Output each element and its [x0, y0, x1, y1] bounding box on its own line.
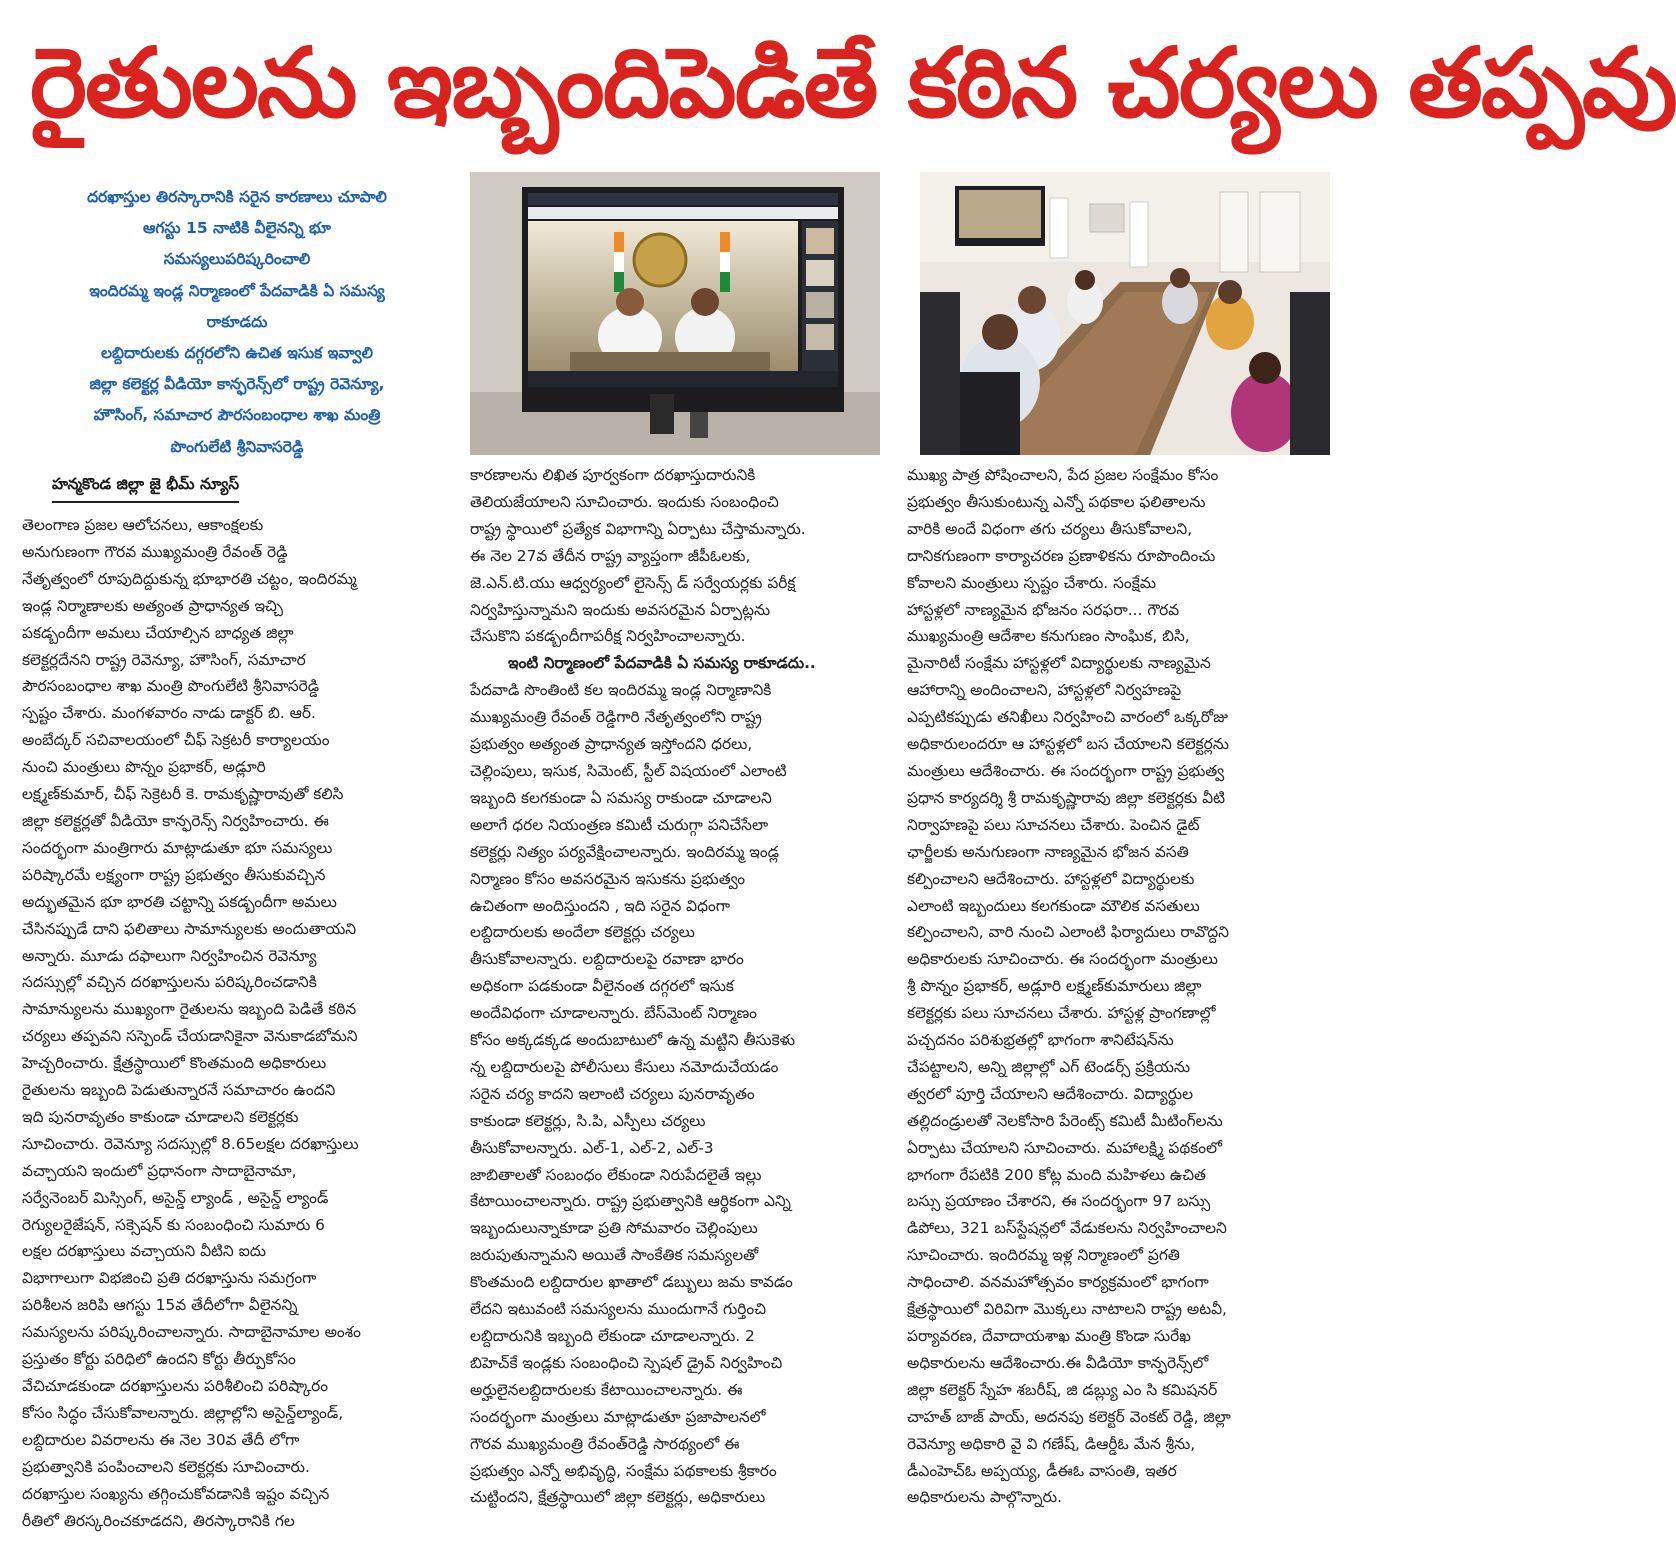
article-line: శ్రీ పొన్నం ప్రభాకర్, అడ్లూరి లక్ష్మణ్‌కుమారులు జిల్లా	[907, 977, 1202, 996]
article-column-2	[470, 462, 886, 1511]
highlight-line: ఇందిరమ్మ ఇండ్ల నిర్మాణంలో పేదవాడికి ఏ సమస్య	[89, 281, 385, 300]
article-line: క్షేత్రస్థాయిలో విరివిగా మొక్కలు నాటాలని రాష్ట్ర అటవీ,	[907, 1300, 1227, 1319]
article-line: చాహత్ బాజ్ పాయ్, అదనపు కలెక్టర్ వెంకట్ రెడ్డి, జిల్లా	[907, 1407, 1231, 1426]
article-column-1	[22, 512, 452, 1534]
article-line: లక్ష్మణ్‌కుమార్, చీఫ్ సెక్రెటరీ కె. రామకృష్ణారావుతో కలిసి	[22, 785, 344, 804]
article-line: హాస్టళ్లలో నాణ్యమైన భోజనం సరఫరా... గౌరవ	[907, 600, 1180, 619]
article-line: పౌరసంబంధాల శాఖ మంత్రి పొంగులేటి శ్రీనివాసరెడ్డి	[22, 677, 320, 696]
article-line: తెలియజేయాలని సూచించారు. ఇందుకు సంబంధించి	[470, 492, 779, 511]
article-line: ప్రధాన కార్యదర్శి శ్రీ రామకృష్ణారావు జిల్లా కలెక్టర్లకు వీటి	[907, 788, 1225, 807]
article-line: స్పష్టం చేశారు. మంగళవారం నాడు డాక్టర్ బి. ఆర్.	[22, 704, 316, 723]
article-line: కేటాయించాలన్నారు. రాష్ట్ర ప్రభుత్వానికి ఆర్థికంగా ఎన్ని	[470, 1192, 791, 1211]
article-line: కోవాలని మంత్రులు స్పష్టం చేశారు. సంక్షేమ	[907, 573, 1157, 592]
article-line: ఈ నెల 27వ తేదీన రాష్ట్ర వ్యాప్తంగా జీపీఓలకు,	[470, 546, 751, 565]
article-line: ఇబ్బందులున్నాకూడా ప్రతి సోమవారం చెల్లింపులు	[470, 1219, 758, 1238]
article-line: అంబేద్కర్ సచివాలయంలో చీఫ్ సెక్రటరీ కార్యాలయం	[22, 731, 330, 750]
article-line: వేచిచూడకుండా దరఖాస్తులను పరిశీలించి పరిష్కారం	[22, 1377, 329, 1395]
article-line: నిర్వహిస్తున్నామని ఇందుకు అవసరమైన ఏర్పాట్లను	[470, 600, 771, 619]
article-line: అద్భుతమైన భూ భారతి చట్టాన్ని పకడ్బందీగా అమలు	[22, 892, 337, 911]
article-line: అందేవిధంగా చూడాలన్నారు. బేస్‌మెంట్ నిర్మాణం	[470, 1004, 757, 1023]
article-line: చెల్లింపులు, ఇసుక, సిమెంట్, స్టీల్ విషయంలో ఎలాంటి	[470, 761, 787, 780]
article-line: ఛార్జీలకు అనుగుణంగా నాణ్యమైన భోజన వసతి	[907, 842, 1189, 861]
article-line: భాగంగా రేపటికి 200 కోట్ల మంది మహిళలు ఉచిత	[907, 1165, 1206, 1184]
highlight-line: రాకూడదు	[206, 312, 268, 331]
article-line: ఇది పునరావృతం కాకుండా చూడాలని కలెక్టర్లకు	[22, 1107, 299, 1126]
article-line: లబ్దిదారులకు అందేలా కలెక్టర్లు చర్యలు	[470, 923, 695, 942]
article-line: ఇబ్బంది కలగకుండా ఏ సమస్య రాకుండా చూడాలని	[470, 788, 772, 807]
article-line: నిర్మాణం కోసం అవసరమైన ఇసుకను ప్రభుత్వం	[470, 869, 746, 888]
article-line: అధికారులందరూ ఆ హాస్టళ్లలో బస చేయాలని కలెక్టర్లను	[907, 735, 1229, 754]
highlight-line: హౌసింగ్, సమాచార పౌరసంబంధాల శాఖ మంత్రి	[93, 406, 381, 425]
article-line: డీఎంహెచ్ఓ అప్పయ్య, డీఈఓ వాసంతి, ఇతర	[907, 1461, 1177, 1480]
article-line: కల్పించాలని, వారి నుంచి ఎలాంటి ఫిర్యాదులు రావొద్దని	[907, 923, 1229, 942]
article-line: చేసినప్పుడే దాని ఫలితాలు సామాన్యులకు అందుతాయని	[22, 919, 357, 938]
article-line: ముఖ్యమంత్రి రేవంత్ రెడ్డిగారి నేతృత్వంలోని రాష్ట్ర	[470, 708, 762, 727]
highlight-line: లబ్దిదారులకు దగ్గరలోని ఉచిత ఇసుక ఇవ్వాలి	[101, 344, 373, 363]
article-line: నేతృత్వంలో రూపుదిద్దుకున్న భూభారతి చట్టం, ఇందిరమ్మ	[22, 569, 357, 588]
article-line: బస్సు ప్రయాణం చేశారని, ఈ సందర్భంగా 97 బస్సు	[907, 1192, 1211, 1211]
article-line: కల్పించాలని ఆదేశించారు. హాస్టళ్లలో విద్యార్థులకు	[907, 869, 1195, 888]
article-line: చర్యలు తప్పవని సస్పెండ్ చేయడానికైనా వెనుకాడబోమని	[22, 1027, 358, 1046]
article-line: సామాన్యులను ముఖ్యంగా రైతులను ఇబ్బంది పెడితే కఠిన	[22, 1000, 357, 1019]
article-line: లేదని ఇటువంటి సమస్యలను ముందుగానే గుర్తించి	[470, 1300, 767, 1319]
article-line: సరైన చర్య కాదని ఇలాంటి చర్యలు పునరావృతం	[470, 1084, 755, 1103]
article-line: కోసం సిద్ధం చేసుకోవాలన్నారు. జిల్లాల్లోని అసైన్డ్‌ల్యాండ్,	[22, 1403, 344, 1422]
article-line: కలెక్టర్లకు పలు సూచనలు చేశారు. హాస్టళ్ల ప్రాంగణాల్లో	[907, 1004, 1216, 1023]
article-line: మంత్రులు ఆదేశించారు. ఈ సందర్భంగా రాష్ట్ర ప్రభుత్వ	[907, 761, 1225, 780]
article-line: జె.ఎన్.టి.యు ఆధ్వర్యంలో లైసెన్స్ డ్ సర్వేయర్లకు పరీక్ష	[470, 573, 796, 592]
article-line: తీసుకోవాలన్నారు. లబ్దిదారులపై రవాణా భారం	[470, 950, 744, 969]
byline: హన్మకొండ జిల్లా జై భీమ్ న్యూస్	[52, 475, 239, 503]
article-line: పర్యావరణ, దేవాదాయశాఖ మంత్రి కొండా సురేఖ	[907, 1327, 1191, 1345]
article-line: గౌరవ ముఖ్యమంత్రి రేవంత్‌రెడ్డి సారథ్యంలో ఈ	[470, 1434, 740, 1453]
article-line: చేపట్టాలని, అన్ని జిల్లాల్లో ఎగ్ టెండర్స్ ప్రక్రియను	[907, 1057, 1191, 1076]
article-line: పకడ్బందీగా అమలు చేయాల్సిన బాధ్యత జిల్లా	[22, 623, 294, 642]
article-line: మైనారిటీ సంక్షేమ హాస్టళ్లలో విద్యార్థులకు నాణ్యమైన	[907, 654, 1211, 673]
article-line: లబ్దిదారుల వివరాలను ఈ నెల 30వ తేదీ లోగా	[22, 1430, 300, 1449]
article-line: ప్రస్తుతం కోర్టు పరిధిలో ఉందని కోర్టు తీర్పుకోసం	[22, 1350, 296, 1369]
video-conference-photo	[470, 172, 880, 455]
article-line: వచ్చాయని ఇందులో ప్రధానంగా సాదాబైనామా,	[22, 1161, 297, 1180]
article-line: ఆహారాన్ని అందించాలని, హాస్టళ్లలో నిర్వహణపై	[907, 681, 1182, 700]
article-line: రెగ్యులరైజేషన్, సక్సెషన్ కు సంబంధించి సుమారు 6	[22, 1215, 325, 1234]
article-line: చేసుకొని పకడ్బందీగాపరీక్ష నిర్వహించాలన్నారు.	[470, 627, 746, 646]
article-line: విభాగాలుగా విభజించి ప్రతి దరఖాస్తును సమగ్రంగా	[22, 1269, 317, 1288]
article-line: కలెక్టర్లు నిత్యం పర్యవేక్షించాలన్నారు. ఇందిరమ్మ ఇండ్ల	[470, 842, 780, 861]
article-line: అర్హులైనలబ్దిదారులకు కేటాయించాలన్నారు. ఈ	[470, 1380, 743, 1399]
article-line: ఎప్పటికప్పుడు తనిఖీలు నిర్వహించి వారంలో ఒక్కరోజు	[907, 708, 1228, 727]
article-line: బిహెచ్‌కే ఇండ్లకు సంబంధించి స్పెషల్ డ్రైవ్ నిర్వహించి	[470, 1353, 783, 1372]
article-line: రైతులను ఇబ్బంది పెడుతున్నారనే సమాచారం ఉందని	[22, 1081, 336, 1100]
article-line: సాధించాలి. వనమహోత్సవం కార్యక్రమంలో భాగంగా	[907, 1273, 1209, 1292]
article-line: పరిశీలన జరిపి ఆగస్టు 15వ తేదీలోగా వీలైనన్ని	[22, 1296, 298, 1315]
article-line: పచ్చదనం పరిశుభ్రతల్లో భాగంగా శానిటేషన్‌ను	[907, 1031, 1174, 1050]
article-line: కలెక్టర్లదేనని రాష్ట్ర రెవెన్యూ, హౌసింగ్, సమాచార	[22, 650, 306, 669]
article-line: సదస్సుల్లో వచ్చిన దరఖాస్తులను పరిష్కరించడానికి	[22, 973, 317, 992]
article-line: రాష్ట్ర స్థాయిలో ప్రత్యేక విభాగాన్ని ఏర్పాటు చేస్తామన్నారు.	[470, 519, 806, 538]
article-line: చుట్టిందని, క్షేత్రస్థాయిలో జిల్లా కలెక్టర్లు, అధికారులు	[470, 1488, 766, 1507]
article-line: తెలంగాణ ప్రజల ఆలోచనలు, ఆకాంక్షలకు	[22, 516, 264, 534]
article-line: సమస్యలను పరిష్కరించాలన్నారు. సాదాబైనామాల అంశం	[22, 1323, 361, 1342]
conference-room-photo	[920, 172, 1330, 455]
article-line: కొంతమంది లబ్దిదారుల ఖాతాలో డబ్బులు జమ కావడం	[470, 1273, 793, 1292]
article-line: జాబితాలతో సంబంధం లేకుండా నిరుపేదలైతే ఇల్లు	[470, 1165, 762, 1184]
section-subheading: ఇంటి నిర్మాణంలో పేదవాడికి ఏ సమస్య రాకూడదు..	[508, 654, 816, 673]
video-conference-illustration	[470, 172, 880, 455]
article-line: సూచించారు. రెవెన్యూ సదస్సుల్లో 8.65లక్షల దరఖాస్తులు	[22, 1134, 359, 1153]
headline: రైతులను ఇబ్బందిపెడితే కఠిన చర్యలు తప్పవు	[30, 27, 1676, 139]
article-line: సర్వేనెంబర్ మిస్సింగ్, అసైన్డ్ ల్యాండ్ , అసైన్డ్ ల్యాండ్	[22, 1188, 329, 1207]
article-line: వారికి అందే విధంగా తగు చర్యలు తీసుకోవాలని,	[907, 519, 1193, 538]
highlight-line: సమస్యలుపరిష్కరించాలి	[163, 250, 311, 269]
highlight-line: దరఖాస్తుల తిరస్కారానికి సరైన కారణాలు చూపాలి	[87, 188, 387, 206]
article-line: అధికారులను పాల్గొన్నారు.	[907, 1488, 1062, 1507]
highlights-box	[22, 182, 452, 463]
article-line: కారణాలను లిఖిత పూర్వకంగా దరఖాస్తుదారునికి	[470, 466, 756, 484]
article-line: ముఖ్య పాత్ర పోషించాలని, పేద ప్రజల సంక్షేమం కోసం	[907, 466, 1219, 484]
article-line: కోసం అక్కడక్కడ అందుబాటులో ఉన్న మట్టిని తీసుకెళు	[470, 1031, 795, 1050]
article-line: తల్లిదండ్రులతో నెలకోసారి పేరెంట్స్ కమిటీ మీటింగ్‌లను	[907, 1111, 1223, 1130]
article-line: రెవెన్యూ అధికారి వై వి గణేష్, డిఆర్డీఓ మేన శ్రీను,	[907, 1434, 1196, 1453]
article-line: ప్రభుత్వం అత్యంత ప్రాధాన్యత ఇస్తోందని ధరలు,	[470, 735, 753, 754]
article-line: సందర్భంగా మంత్రులు మాట్లాడుతూ ప్రజాపాలనలో	[470, 1407, 766, 1426]
article-line: అధికారులను ఆదేశించారు.ఈ వీడియో కాన్ఫరెన్స్‌లో	[907, 1353, 1209, 1372]
article-line: కాకుండా కలెక్టర్లు, సి.పి, ఎస్పీలు చర్యలు	[470, 1111, 706, 1130]
article-line: లక్షల దరఖాస్తులు వచ్చాయని వీటిని ఐదు	[22, 1242, 266, 1261]
article-line: న్న లబ్దిదారులపై పోలీసులు కేసులు నమోదుచేయడం	[470, 1057, 779, 1076]
highlight-line: పొంగులేటి శ్రీనివాసరెడ్డి	[170, 437, 304, 456]
article-line: జరుపుతున్నామని అయితే సాంకేతిక సమస్యలతో	[470, 1246, 759, 1265]
article-line: ఉచితంగా అందిస్తుందని , ఇది సరైన విధంగా	[470, 896, 730, 915]
article-line: జిల్లా కలెక్టర్ స్నేహ శబరీష్, జి డబ్ల్యు ఎం సి కమిషనర్	[907, 1380, 1218, 1399]
article-line: ప్రభుత్వం ఎన్నో అభివృద్ధి, సంక్షేమ పథకాలకు శ్రీకారం	[470, 1461, 777, 1480]
article-line: త్వరలో పూర్తి చేయాలని ఆదేశించారు. విద్యార్థుల	[907, 1084, 1193, 1103]
article-line: పరిష్కారమే లక్ష్యంగా రాష్ట్ర ప్రభుత్వం తీసుకువచ్చిన	[22, 865, 326, 884]
article-line: సందర్భంగా మంత్రిగారు మాట్లాడుతూ భూ సమస్యలు	[22, 838, 333, 857]
article-line: ప్రభుత్వానికి పంపించాలని కలెక్టర్లకు సూచించారు.	[22, 1457, 310, 1476]
article-line: దానికగుణంగా కార్యాచరణ ప్రణాళికను రూపొందించు	[907, 546, 1216, 565]
article-line: ఇండ్ల నిర్మాణాలకు అత్యంత ప్రాధాన్యత ఇచ్చి	[22, 596, 284, 615]
article-line: లబ్దిదారునికి ఇబ్బంది లేకుండా చూడాలన్నారు. 2	[470, 1327, 755, 1345]
highlight-line: ఆగస్టు 15 నాటికి వీలైనన్ని భూ	[142, 219, 331, 238]
article-line: అనుగుణంగా గౌరవ ముఖ్యమంత్రి రేవంత్ రెడ్డి	[22, 542, 288, 561]
article-line: అన్నారు. మూడు దఫాలుగా నిర్వహించిన రెవెన్యూ	[22, 946, 317, 965]
article-line: హెచ్చరించారు. క్షేత్రస్థాయిలో కొంతమంది అధికారులు	[22, 1054, 327, 1073]
article-line: అధికారులకు సూచించారు. ఈ సందర్భంగా మంత్రులు	[907, 950, 1218, 969]
article-line: సూచించారు. ఇందిరమ్మ ఇళ్ల నిర్మాణంలో ప్రగతి	[907, 1246, 1180, 1265]
article-line: తీసుకోవాలన్నారు. ఎల్-1, ఎల్-2, ఎల్-3	[470, 1138, 714, 1157]
article-line: ప్రభుత్వం తీసుకుంటున్న ఎన్నో పథకాల ఫలితాలను	[907, 492, 1206, 511]
highlight-line: జిల్లా కలెక్టర్ల వీడియో కాన్ఫరెన్స్‌లో రాష్ట్ర రెవెన్యూ,	[89, 375, 385, 394]
article-line: అధికంగా పడకుండా వీలైనంత దగ్గరలో ఇసుక	[470, 977, 734, 996]
article-line: పేదవాడి సొంతింటి కల ఇందిరమ్మ ఇండ్ల నిర్మాణానికి	[470, 681, 772, 700]
article-line: జిల్లా కలెక్టర్లతో వీడియో కాన్ఫరెన్స్ నిర్వహించారు. ఈ	[22, 811, 329, 830]
article-line: ఎలాంటి ఇబ్బందులు కలగకుండా మౌలిక వసతులు	[907, 896, 1200, 915]
article-line: ముఖ్యమంత్రి ఆదేశాల కనుగుణం సాంఘిక, బిసి,	[907, 627, 1190, 646]
article-line: రీతిలో తిరస్కరించకూడదని, తిరస్కారానికి గల	[22, 1511, 295, 1530]
article-line: నుంచి మంత్రులు పొన్నం ప్రభాకర్, అడ్లూరి	[22, 758, 266, 777]
conference-room-illustration	[920, 172, 1330, 455]
article-line: ఏర్పాటు చేయాలని సూచించారు. మహాలక్ష్మి పథకంలో	[907, 1138, 1222, 1157]
article-line: డిపోలు, 321 బస్‌స్టేషన్లలో వేడుకలను నిర్వహించాలని	[907, 1219, 1227, 1238]
article-column-3	[907, 462, 1327, 1511]
article-line: అలాగే ధరల నియంత్రణ కమిటీ చురుగ్గా పనిచేసేలా	[470, 815, 769, 834]
article-line: నిర్వాహణపై పలు సూచనలు చేశారు. పెంచిన డైట్	[907, 815, 1200, 834]
article-line: దరఖాస్తుల సంఖ్యను తగ్గించుకోవడానికి ఇష్టం వచ్చిన	[22, 1484, 330, 1503]
